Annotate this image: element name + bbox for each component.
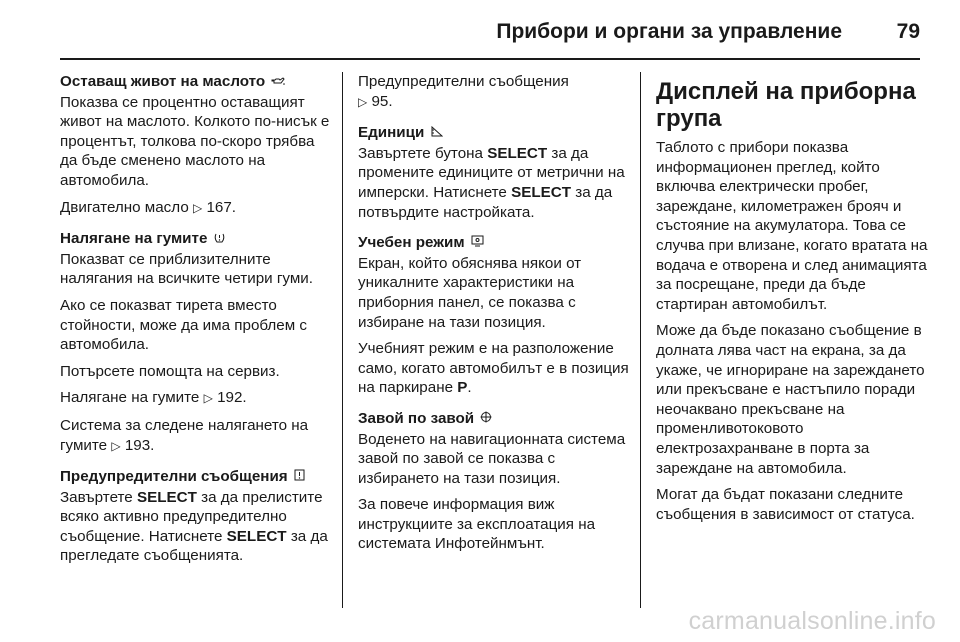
ruler-icon	[431, 124, 443, 144]
turn-by-turn-infotainment: За повече информация виж инструкциите за експлоатация на системата Инфотейнмънт.	[358, 496, 596, 553]
page-ref-icon: ▷	[358, 94, 368, 109]
warning-message-icon	[294, 468, 305, 488]
page-ref-icon: ▷	[193, 200, 203, 215]
warning-messages-ref: Предупредителни съобщения ▷ 95.	[358, 73, 569, 110]
education-mode-section	[358, 233, 630, 398]
tire-pressure-section	[60, 229, 332, 456]
tire-pressure-dashes: Ако се показват тирета вместо стойности, може да има проблем с автомобила.	[60, 296, 307, 354]
page-number: 79	[896, 20, 920, 43]
turn-by-turn-icon	[480, 410, 492, 430]
warning-messages-desc: Завъртете SELECT за да прелистите всяко активно предупредително съобщение. Натиснете SELECT за да прегледате съобщенията.	[60, 488, 328, 565]
tire-pressure-ref: Налягане на гумите ▷ 192.	[60, 389, 247, 407]
page-ref-icon: ▷	[203, 391, 213, 406]
units-heading: Единици	[358, 123, 630, 144]
turn-by-turn-desc: Воденето на навигационната система завой по завой се показва с избирането на тази позиция.	[358, 430, 626, 487]
education-mode-park: Учебният режим е на разположение само, когато автомобилът е в позиция на паркиране P.	[358, 340, 629, 397]
turn-by-turn-heading: Завой по завой	[358, 409, 630, 430]
cluster-display-p2: Може да бъде показано съобщение в долната лява част на екрана, за да укаже, че игнориране на зареждането или прекъсване е настъпило поради неочаквано прекъсване на променливотоковото електрозахранване в порта за зареждане на автомобила.	[656, 322, 925, 477]
warning-messages-heading: Предупредителни съобщения	[60, 467, 332, 488]
education-mode-desc: Екран, който обяснява някои от уникалните характеристики на приборния панел, се показва с избиране на тази позиция.	[358, 254, 582, 331]
column-1	[60, 72, 332, 577]
tire-pressure-heading: Налягане на гумите	[60, 229, 332, 250]
oil-life-heading: Оставащ живот на маслото	[60, 72, 332, 93]
tire-pressure-service: Потърсете помощта на сервиз.	[60, 362, 280, 380]
oil-life-ref: Двигателно масло ▷ 167.	[60, 198, 237, 216]
oil-can-icon	[271, 73, 285, 93]
tpms-ref: Система за следене налягането на гумите ▷ 193.	[60, 416, 309, 454]
column-3	[656, 72, 928, 531]
tire-pressure-icon	[214, 230, 225, 250]
page-ref-icon: ▷	[111, 438, 121, 453]
cluster-display-p3: Могат да бъдат показани следните съобщения в зависимост от статуса.	[656, 486, 915, 523]
column-2	[358, 72, 630, 565]
page-header	[0, 0, 960, 58]
units-section	[358, 123, 630, 222]
header-rule	[60, 58, 920, 60]
cluster-display-title: Дисплей на приборна група	[656, 78, 916, 132]
warning-messages-section	[60, 467, 332, 566]
cluster-display-p1: Таблото с прибори показва информационен преглед, който включва електрически пробег, зареждане, километражен брояч и състояние на акумулатора. Това се случва при влизане, когато вратата на водача е отворена и след анимацията за посрещане, преди да бъде стартиран автомобилът.	[656, 139, 928, 313]
column-divider-2	[640, 72, 641, 608]
units-desc: Завъртете бутона SELECT за да промените единиците от метрични на имперски. Натиснете SELECT за да потвърдите настройката.	[358, 144, 625, 221]
oil-life-desc: Показва се процентно оставащият живот на маслото. Колкото по-нисък е процентът, толкова по-скоро трябва да бъде сменено маслото на автомобила.	[60, 93, 330, 189]
education-mode-icon	[471, 234, 484, 254]
oil-life-section	[60, 72, 332, 218]
education-mode-heading: Учебен режим	[358, 233, 630, 254]
column-divider-1	[342, 72, 343, 608]
page-title: Прибори и органи за управление	[496, 20, 842, 43]
tire-pressure-desc: Показват се приблизителните налягания на всичките четири гуми.	[60, 250, 313, 288]
watermark: carmanualsonline.info	[688, 607, 936, 635]
turn-by-turn-section	[358, 409, 630, 554]
